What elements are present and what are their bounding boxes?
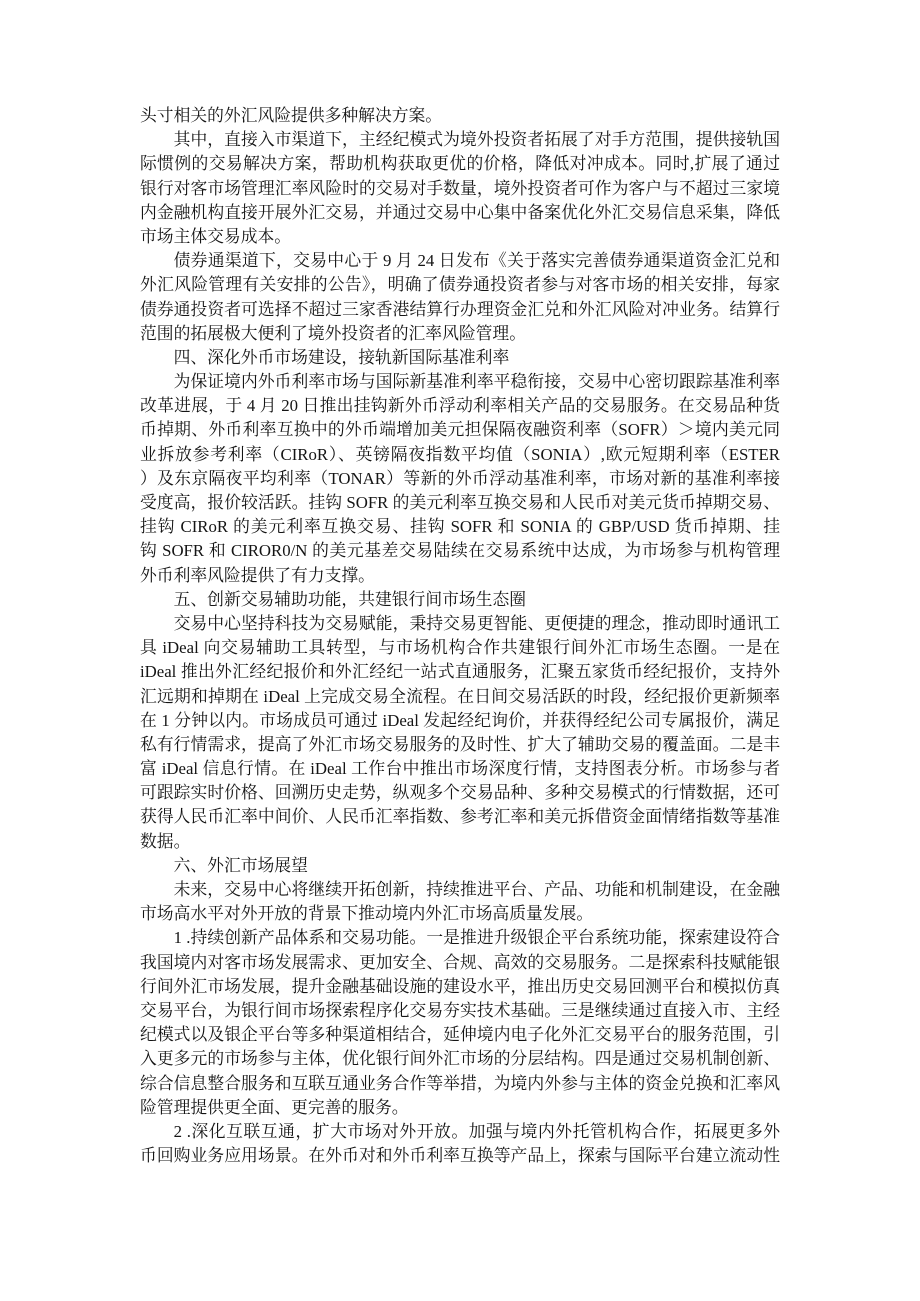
text-line: iDeal 推出外汇经纪报价和外汇经纪一站式直通服务，汇聚五家货币经纪报价，支持外 [140,662,780,682]
text-line: 未来，交易中心将继续开拓创新，持续推进平台、产品、功能和机制建设，在金融 [173,880,780,899]
text-line: 数据。 [140,831,191,851]
text-line: 综合信息整合服务和互联互通业务合作等举措，为境内外参与主体的资金兑换和汇率风 [140,1073,780,1093]
text-line: 币掉期、外币利率互换中的外币端增加美元担保隔夜融资利率（SOFR）＞境内美元同 [140,420,780,440]
paragraph [140,249,780,346]
text-line: 钩 SOFR 和 CIROR0/N 的美元基差交易陆续在交易系统中达成，为市场参与机构管理 [140,541,780,561]
text-line: 范围的拓展极大便利了境外投资者的汇率风险管理。 [140,323,526,343]
text-line: 在 1 分钟以内。市场成员可通过 iDeal 发起经纪询价，并获得经纪公司专属报价，满足 [140,710,780,730]
section-heading [140,346,780,370]
text-line: 行间外汇市场发展，提升金融基础设施的建设水平，推出历史交易回测平台和模拟仿真 [140,976,780,996]
document-body [140,104,780,1168]
heading-line: 五、创新交易辅助功能，共建银行间市场生态圈 [173,589,527,609]
text-line: 纪模式以及银企平台等多种渠道相结合，延伸境内电子化外汇交易平台的服务范围，引 [140,1025,780,1045]
text-line: 可跟踪实时价格、回溯历史走势，纵观多个交易品种、多种交易模式的行情数据，还可 [140,783,780,803]
text-line: 为保证境内外币利率市场与国际新基准利率平稳衔接，交易中心密切跟踪基准利率 [173,372,780,392]
paragraph [140,1120,780,1168]
text-line: ）及东京隔夜平均利率（TONAR）等新的外币浮动基准利率，市场对新的基准利率接 [140,468,780,488]
heading-line: 四、深化外币市场建设，接轨新国际基准利率 [173,347,510,367]
paragraph [140,370,780,588]
text-line: 市场高水平对外开放的背景下推动境内外汇市场高质量发展。 [140,904,594,924]
paragraph [140,926,780,1120]
text-line: 汇远期和掉期在 iDeal 上完成交易全流程。在日间交易活跃的时段，经纪报价更新频率 [140,686,780,706]
text-line: 挂钩 CIRoR 的美元利率互换交易、挂钩 SOFR 和 SONIA 的 GBP/USD 货币掉期、挂 [140,517,780,537]
text-line: 债券通投资者可选择不超过三家香港结算行办理资金汇兑和外汇风险对冲业务。结算行 [140,299,780,319]
text-line: 受度高，报价较活跃。挂钩 SOFR 的美元利率互换交易和人民币对美元货币掉期交易、 [140,493,780,512]
text-line: 际惯例的交易解决方案，帮助机构获取更优的价格，降低对冲成本。同时,扩展了通过 [140,154,780,174]
text-line: 2 .深化互联互通，扩大市场对外开放。加强与境内外托管机构合作，拓展更多外 [173,1121,780,1141]
paragraph [140,612,780,854]
text-line: 获得人民币汇率中间价、人民币汇率指数、参考汇率和美元拆借资金面情绪指数等基准 [140,807,780,827]
text-line: 富 iDeal 信息行情。在 iDeal 工作台中推出市场深度行情，支持图表分析。市场参与者 [140,759,780,779]
heading-line: 六、外汇市场展望 [173,855,308,875]
section-heading [140,854,780,878]
paragraph [140,104,780,128]
text-line: 头寸相关的外汇风险提供多种解决方案。 [140,106,443,125]
text-line: 币回购业务应用场景。在外币对和外币利率互换等产品上，探索与国际平台建立流动性 [140,1146,780,1166]
text-line: 具 iDeal 向交易辅助工具转型，与市场机构合作共建银行间外汇市场生态圈。一是在 [140,638,780,658]
text-line: 银行对客市场管理汇率风险时的交易对手数量，境外投资者可作为客户与不超过三家境 [140,178,780,198]
text-line: 其中，直接入市渠道下，主经纪模式为境外投资者拓展了对手方范围，提供接轨国 [173,130,780,150]
text-line: 市场主体交易成本。 [140,226,292,246]
text-line: 私有行情需求，提高了外汇市场交易服务的及时性、扩大了辅助交易的覆盖面。二是丰 [140,734,780,754]
text-line: 外汇风险管理有关安排的公告》，明确了债券通投资者参与对客市场的相关安排，每家 [140,275,780,295]
text-line: 险管理提供更全面、更完善的服务。 [140,1097,409,1117]
text-line: 我国境内对客市场发展需求、更加安全、合规、高效的交易服务。二是探索科技赋能银 [140,952,780,972]
section-heading [140,588,780,612]
text-line: 改革进展，于 4 月 20 日推出挂钩新外币浮动利率相关产品的交易服务。在交易品种货 [140,396,780,416]
text-line: 债券通渠道下，交易中心于 9 月 24 日发布《关于落实完善债券通渠道资金汇兑和 [173,251,780,271]
paragraph [140,878,780,926]
text-line: 1 .持续创新产品体系和交易功能。一是推进升级银企平台系统功能，探索建设符合 [173,928,780,948]
paragraph [140,128,780,249]
text-line: 业拆放参考利率（CIRoR）、英镑隔夜指数平均值（SONIA）,欧元短期利率（ESTER [140,444,780,464]
text-line: 内金融机构直接开展外汇交易，并通过交易中心集中备案优化外汇交易信息采集，降低 [140,202,780,222]
text-line: 入更多元的市场参与主体，优化银行间外汇市场的分层结构。四是通过交易机制创新、 [140,1049,780,1069]
text-line: 交易中心坚持科技为交易赋能，秉持交易更智能、更便捷的理念，推动即时通讯工 [173,613,780,633]
text-line: 交易平台，为银行间市场探索程序化交易夯实技术基础。三是继续通过直接入市、主经 [140,1000,780,1020]
text-line: 外币利率风险提供了有力支撑。 [140,565,375,585]
